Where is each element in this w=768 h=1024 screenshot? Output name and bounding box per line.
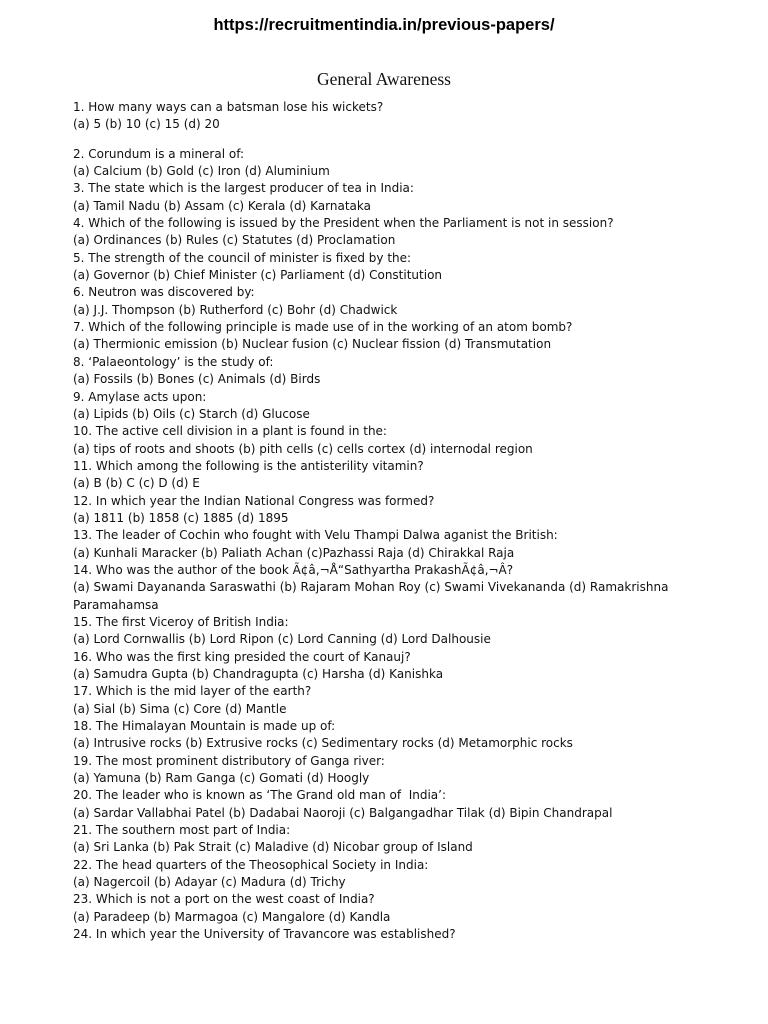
question-text: 1. How many ways can a batsman lose his wickets? bbox=[73, 100, 384, 114]
question-item bbox=[73, 284, 753, 319]
question-item bbox=[73, 527, 753, 562]
question-item bbox=[73, 215, 753, 250]
question-list bbox=[73, 99, 753, 944]
answer-options: (a) Sardar Vallabhai Patel (b) Dadabai Naoroji (c) Balgangadhar Tilak (d) Bipin Chandrapal bbox=[73, 805, 613, 820]
answer-options: (a) J.J. Thompson (b) Rutherford (c) Bohr (d) Chadwick bbox=[73, 302, 398, 317]
question-text: 22. The head quarters of the Theosophical Society in India: bbox=[73, 857, 429, 872]
question-text: 10. The active cell division in a plant is found in the: bbox=[73, 424, 387, 439]
question-text: 23. Which is not a port on the west coast of India? bbox=[73, 892, 375, 907]
question-item bbox=[73, 683, 753, 718]
question-text: 7. Which of the following principle is made use of in the working of an atom bomb? bbox=[73, 320, 573, 335]
question-item bbox=[73, 458, 753, 493]
answer-options: (a) Thermionic emission (b) Nuclear fusion (c) Nuclear fission (d) Transmutation bbox=[73, 337, 552, 352]
question-item bbox=[73, 354, 753, 389]
question-text: 9. Amylase acts upon: bbox=[73, 389, 207, 404]
question-text: 20. The leader who is known as ‘The Grand old man of India’: bbox=[73, 788, 447, 803]
question-text: 21. The southern most part of India: bbox=[73, 823, 291, 838]
question-item bbox=[73, 99, 753, 134]
question-item bbox=[73, 718, 753, 753]
question-item bbox=[73, 753, 753, 788]
question-item bbox=[73, 614, 753, 649]
answer-options: (a) Paradeep (b) Marmagoa (c) Mangalore (d) Kandla bbox=[73, 909, 391, 924]
question-item bbox=[73, 562, 753, 614]
question-gap bbox=[73, 134, 753, 146]
question-text: 4. Which of the following is issued by the President when the Parliament is not in session? bbox=[73, 216, 614, 231]
question-item bbox=[73, 787, 753, 822]
question-text: 12. In which year the Indian National Congress was formed? bbox=[73, 493, 435, 508]
question-text: 16. Who was the first king presided the court of Kanauj? bbox=[73, 649, 411, 664]
answer-options: (a) Intrusive rocks (b) Extrusive rocks (c) Sedimentary rocks (d) Metamorphic rocks bbox=[73, 736, 573, 751]
answer-options: (a) Sri Lanka (b) Pak Strait (c) Maladive (d) Nicobar group of Island bbox=[73, 840, 473, 855]
question-text: 18. The Himalayan Mountain is made up of: bbox=[73, 719, 336, 734]
question-item bbox=[73, 250, 753, 285]
question-item bbox=[73, 423, 753, 458]
answer-options: (a) Kunhali Maracker (b) Paliath Achan (c)Pazhassi Raja (d) Chirakkal Raja bbox=[73, 545, 515, 560]
answer-options: (a) B (b) C (c) D (d) E bbox=[73, 476, 200, 491]
answer-options: (a) Fossils (b) Bones (c) Animals (d) Birds bbox=[73, 372, 321, 387]
question-text: 11. Which among the following is the antisterility vitamin? bbox=[73, 458, 424, 473]
question-item bbox=[73, 926, 753, 943]
question-text: 8. ‘Palaeontology’ is the study of: bbox=[73, 354, 274, 369]
question-text: 14. Who was the author of the book Ã¢â‚¬Å“Sathyartha PrakashÃ¢â‚¬Â? bbox=[73, 562, 514, 577]
question-item bbox=[73, 319, 753, 354]
answer-options: (a) Yamuna (b) Ram Ganga (c) Gomati (d) Hoogly bbox=[73, 771, 370, 786]
answer-options: (a) Calcium (b) Gold (c) Iron (d) Aluminium bbox=[73, 164, 330, 179]
question-text: 6. Neutron was discovered by: bbox=[73, 285, 255, 300]
question-item bbox=[73, 822, 753, 857]
source-url: https://recruitmentindia.in/previous-papers/ bbox=[213, 16, 555, 34]
answer-options: (a) Lord Cornwallis (b) Lord Ripon (c) Lord Canning (d) Lord Dalhousie bbox=[73, 632, 491, 647]
question-text: 15. The first Viceroy of British India: bbox=[73, 614, 289, 629]
answer-options: (a) Samudra Gupta (b) Chandragupta (c) Harsha (d) Kanishka bbox=[73, 667, 444, 681]
answer-options: (a) Nagercoil (b) Adayar (c) Madura (d) Trichy bbox=[73, 875, 346, 890]
question-item bbox=[73, 389, 753, 424]
page-title: General Awareness bbox=[317, 69, 451, 89]
answer-options: (a) tips of roots and shoots (b) pith cells (c) cells cortex (d) internodal region bbox=[73, 441, 533, 456]
answer-options: (a) Ordinances (b) Rules (c) Statutes (d) Proclamation bbox=[73, 233, 396, 248]
question-item bbox=[73, 180, 753, 215]
answer-options: (a) Sial (b) Sima (c) Core (d) Mantle bbox=[73, 701, 287, 716]
question-item bbox=[73, 857, 753, 892]
question-text: 19. The most prominent distributory of Ganga river: bbox=[73, 753, 385, 768]
answer-options: (a) Tamil Nadu (b) Assam (c) Kerala (d) Karnataka bbox=[73, 198, 371, 213]
question-text: 2. Corundum is a mineral of: bbox=[73, 146, 245, 161]
answer-options: (a) 1811 (b) 1858 (c) 1885 (d) 1895 bbox=[73, 510, 289, 525]
question-text: 13. The leader of Cochin who fought with Velu Thampi Dalwa aganist the British: bbox=[73, 528, 558, 543]
question-item bbox=[73, 891, 753, 926]
question-item bbox=[73, 493, 753, 528]
answer-options: (a) Governor (b) Chief Minister (c) Parliament (d) Constitution bbox=[73, 268, 443, 283]
answer-options: (a) 5 (b) 10 (c) 15 (d) 20 bbox=[73, 117, 220, 132]
answer-options: (a) Swami Dayananda Saraswathi (b) Rajaram Mohan Roy (c) Swami Vivekananda (d) Ramakrishna Paramahamsa bbox=[73, 580, 669, 612]
question-text: 17. Which is the mid layer of the earth? bbox=[73, 684, 312, 699]
question-item bbox=[73, 146, 753, 181]
answer-options: (a) Lipids (b) Oils (c) Starch (d) Glucose bbox=[73, 406, 310, 421]
question-text: 24. In which year the University of Travancore was established? bbox=[73, 927, 456, 942]
question-text: 3. The state which is the largest producer of tea in India: bbox=[73, 181, 414, 196]
question-item bbox=[73, 649, 753, 684]
question-text: 5. The strength of the council of minister is fixed by the: bbox=[73, 250, 412, 265]
